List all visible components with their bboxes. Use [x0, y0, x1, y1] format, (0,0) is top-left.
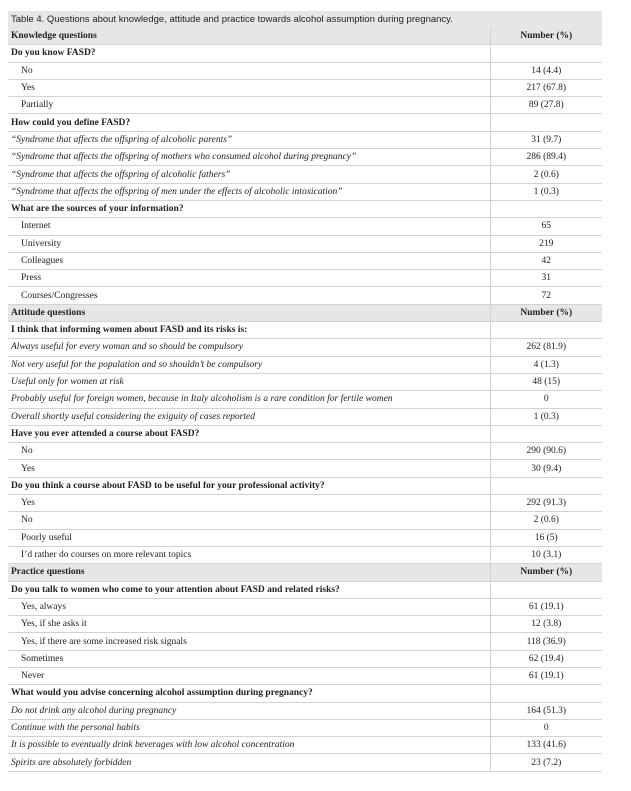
- answer-row: [8, 408, 602, 425]
- count-value: 31: [490, 270, 602, 287]
- answer-label: “Syndrome that affects the offspring of mothers who consumed alcohol during pregnancy”: [8, 149, 490, 166]
- answer-label: I’d rather do courses on more relevant topics: [8, 546, 490, 563]
- answer-row: [8, 270, 602, 287]
- count-value: 217 (67.8): [490, 79, 602, 96]
- count-value: 72: [490, 287, 602, 304]
- count-value: 1 (0.3): [490, 408, 602, 425]
- answer-label: Not very useful for the population and so shouldn’t be compulsory: [8, 356, 490, 373]
- count-value: 61 (19.1): [490, 667, 602, 684]
- question-row: [8, 685, 602, 702]
- answer-label: No: [8, 62, 490, 79]
- data-table: [8, 28, 602, 772]
- answer-row: [8, 460, 602, 477]
- count-value: 290 (90.6): [490, 443, 602, 460]
- question-row: [8, 322, 602, 339]
- answer-row: [8, 650, 602, 667]
- count-value: 262 (81.9): [490, 339, 602, 356]
- question-row: [8, 45, 602, 62]
- answer-label: “Syndrome that affects the offspring of alcoholic parents”: [8, 131, 490, 148]
- column-header-number: Number (%): [490, 564, 602, 581]
- question-row: [8, 200, 602, 217]
- answer-label: Yes: [8, 495, 490, 512]
- count-value: 31 (9.7): [490, 131, 602, 148]
- question-row: [8, 114, 602, 131]
- answer-label: University: [8, 235, 490, 252]
- count-value: [490, 685, 602, 702]
- answer-row: [8, 166, 602, 183]
- answer-label: No: [8, 512, 490, 529]
- column-header-number: Number (%): [490, 28, 602, 45]
- answer-label: Courses/Congresses: [8, 287, 490, 304]
- count-value: [490, 425, 602, 442]
- answer-row: [8, 391, 602, 408]
- answer-label: Always useful for every woman and so should be compulsory: [8, 339, 490, 356]
- question-label: What would you advise concerning alcohol assumption during pregnancy?: [8, 685, 490, 702]
- answer-label: Internet: [8, 218, 490, 235]
- count-value: 219: [490, 235, 602, 252]
- question-label: Have you ever attended a course about FASD?: [8, 425, 490, 442]
- answer-label: Yes, if there are some increased risk signals: [8, 633, 490, 650]
- answer-row: [8, 495, 602, 512]
- question-label: What are the sources of your information?: [8, 200, 490, 217]
- answer-label: Partially: [8, 97, 490, 114]
- kap-table: [8, 11, 602, 772]
- count-value: 12 (3.8): [490, 616, 602, 633]
- section-title: Practice questions: [8, 564, 490, 581]
- answer-row: [8, 737, 602, 754]
- answer-label: Press: [8, 270, 490, 287]
- count-value: 286 (89.4): [490, 149, 602, 166]
- answer-row: [8, 62, 602, 79]
- answer-row: [8, 149, 602, 166]
- answer-row: [8, 546, 602, 563]
- answer-label: “Syndrome that affects the offspring of alcoholic fathers”: [8, 166, 490, 183]
- answer-row: [8, 79, 602, 96]
- answer-label: Probably useful for foreign women, because in Italy alcoholism is a rare condition for fertile women: [8, 391, 490, 408]
- answer-row: [8, 339, 602, 356]
- answer-label: Yes, always: [8, 598, 490, 615]
- answer-label: Yes, if she asks it: [8, 616, 490, 633]
- section-header-row: [8, 564, 602, 581]
- count-value: 2 (0.6): [490, 512, 602, 529]
- answer-row: [8, 529, 602, 546]
- answer-row: [8, 287, 602, 304]
- answer-row: [8, 356, 602, 373]
- answer-label: Overall shortly useful considering the exiguity of cases reported: [8, 408, 490, 425]
- count-value: 0: [490, 719, 602, 736]
- answer-row: [8, 667, 602, 684]
- count-value: 10 (3.1): [490, 546, 602, 563]
- answer-row: [8, 443, 602, 460]
- answer-row: [8, 183, 602, 200]
- count-value: 14 (4.4): [490, 62, 602, 79]
- answer-row: [8, 97, 602, 114]
- count-value: [490, 45, 602, 62]
- answer-label: Colleagues: [8, 252, 490, 269]
- answer-row: [8, 373, 602, 390]
- question-label: Do you know FASD?: [8, 45, 490, 62]
- count-value: 62 (19.4): [490, 650, 602, 667]
- question-label: How could you define FASD?: [8, 114, 490, 131]
- count-value: [490, 114, 602, 131]
- count-value: 61 (19.1): [490, 598, 602, 615]
- count-value: 16 (5): [490, 529, 602, 546]
- answer-row: [8, 218, 602, 235]
- answer-label: Yes: [8, 460, 490, 477]
- count-value: 0: [490, 391, 602, 408]
- count-value: [490, 477, 602, 494]
- answer-label: No: [8, 443, 490, 460]
- answer-label: Spirits are absolutely forbidden: [8, 754, 490, 771]
- count-value: 1 (0.3): [490, 183, 602, 200]
- answer-row: [8, 616, 602, 633]
- table-caption: Table 4. Questions about knowledge, attitude and practice towards alcohol assumption during pregnancy.: [8, 11, 602, 28]
- section-header-row: [8, 304, 602, 321]
- answer-label: Do not drink any alcohol during pregnancy: [8, 702, 490, 719]
- question-row: [8, 581, 602, 598]
- answer-label: Continue with the personal habits: [8, 719, 490, 736]
- count-value: [490, 200, 602, 217]
- count-value: 42: [490, 252, 602, 269]
- count-value: [490, 581, 602, 598]
- answer-label: Never: [8, 667, 490, 684]
- section-header-row: [8, 28, 602, 45]
- count-value: 48 (15): [490, 373, 602, 390]
- answer-label: “Syndrome that affects the offspring of men under the effects of alcoholic intoxication”: [8, 183, 490, 200]
- answer-row: [8, 512, 602, 529]
- count-value: [490, 322, 602, 339]
- answer-row: [8, 702, 602, 719]
- answer-row: [8, 633, 602, 650]
- answer-label: It is possible to eventually drink beverages with low alcohol concentration: [8, 737, 490, 754]
- count-value: 65: [490, 218, 602, 235]
- table-body: [8, 28, 602, 771]
- column-header-number: Number (%): [490, 304, 602, 321]
- count-value: 89 (27.8): [490, 97, 602, 114]
- answer-label: Yes: [8, 79, 490, 96]
- count-value: 118 (36.9): [490, 633, 602, 650]
- answer-row: [8, 235, 602, 252]
- answer-row: [8, 754, 602, 771]
- answer-label: Sometimes: [8, 650, 490, 667]
- count-value: 4 (1.3): [490, 356, 602, 373]
- answer-row: [8, 131, 602, 148]
- question-label: Do you talk to women who come to your attention about FASD and related risks?: [8, 581, 490, 598]
- count-value: 2 (0.6): [490, 166, 602, 183]
- question-row: [8, 425, 602, 442]
- answer-label: Poorly useful: [8, 529, 490, 546]
- question-label: Do you think a course about FASD to be useful for your professional activity?: [8, 477, 490, 494]
- count-value: 292 (91.3): [490, 495, 602, 512]
- section-title: Attitude questions: [8, 304, 490, 321]
- count-value: 23 (7.2): [490, 754, 602, 771]
- answer-row: [8, 252, 602, 269]
- count-value: 30 (9.4): [490, 460, 602, 477]
- section-title: Knowledge questions: [8, 28, 490, 45]
- count-value: 164 (51.3): [490, 702, 602, 719]
- question-row: [8, 477, 602, 494]
- answer-row: [8, 598, 602, 615]
- answer-row: [8, 719, 602, 736]
- count-value: 133 (41.6): [490, 737, 602, 754]
- question-label: I think that informing women about FASD and its risks is:: [8, 322, 490, 339]
- answer-label: Useful only for women at risk: [8, 373, 490, 390]
